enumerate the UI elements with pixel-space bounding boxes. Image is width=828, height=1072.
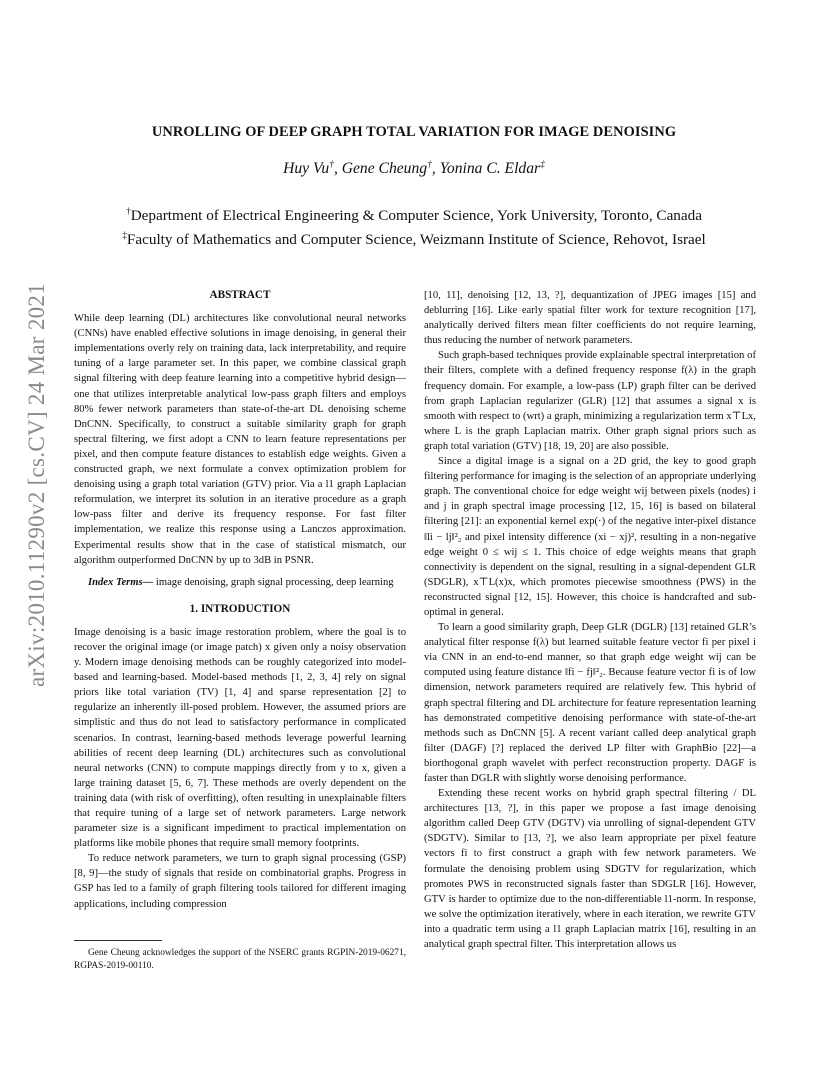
left-column: [74, 288, 406, 912]
index-terms-text: image denoising, graph signal processing, deep learning: [153, 576, 394, 588]
author-name: Gene Cheung: [341, 160, 428, 178]
arxiv-identifier: arXiv:2010.11290v2 [cs.CV] 24 Mar 2021: [24, 282, 49, 688]
right-column: [424, 288, 756, 952]
right-paragraph-2: Since a digital image is a signal on a 2D grid, the key to good graph filtering performance for imaging is the selection of an appropriate underlying graph. The conventional choice for edge weight wij between pixels (nodes) i and j in graph spectral image processing [12, 15, 16] is based on bilateral filtering [21]: an exponential kernel exp(·) of the negative inter-pixel distance ‖li − lj‖²₂ and pixel intensity difference (xi − xj)², resulting in a non-negative edge weight 0 ≤ wij ≤ 1. This choice of edge weights means that graph connectivity is dependent on the signal, resulting in a signal-dependent GLR (SDGLR), x⊤L(x)x, which promotes piecewise smoothness (PWS) in the reconstructed signal [12, 15]. However, this choice is handcrafted and sub-optimal in general.: [424, 456, 756, 618]
paper-title: UNROLLING OF DEEP GRAPH TOTAL VARIATION FOR IMAGE DENOISING: [151, 124, 677, 140]
intro-paragraph-2: To reduce network parameters, we turn to graph signal processing (GSP) [8, 9]—the study of signals that reside on combinatorial graphs. Progress in GSP has led to a family of graph filtering tools tailored for different imaging applications, including compression: [74, 853, 406, 910]
affiliation-1: †Department of Electrical Engineering & Computer Science, York University, Toronto, Canada: [126, 207, 702, 225]
author-list: Huy Vu†, Gene Cheung†, Yonina C. Eldar‡: [283, 159, 545, 178]
introduction-heading: 1. INTRODUCTION: [189, 602, 291, 615]
affiliation-2: ‡Faculty of Mathematics and Computer Science, Weizmann Institute of Science, Rehovot, Israel: [122, 231, 706, 249]
intro-paragraph-1: Image denoising is a basic image restoration problem, where the goal is to recover the original image (or image patch) x given only a noisy observation y. Modern image denoising methods can be roughly categorized into model-based and learning-based. Model-based methods [1, 2, 3, 4] rely on signal priors like total variation (TV) [1, 4] and sparse representation [2] to regularize an inherently ill-posed problem. However, the assumed priors are simplistic and thus do not lead to satisfactory performance in complicated scenarios. In contrast, learning-based methods leverage powerful learning abilities of recent deep learning (DL) architectures such as convolutional neural networks (CNN) to compute mappings directly from y to x, given a large training dataset [5, 6, 7]. These methods are overly dependent on the training data (with risk of overfitting), often resulting in unexplainable filters that require tuning of a large set of network parameters. Large network parameter size is a significant impediment to practical implementation on platforms like mobile phones that require small memory footprints.: [74, 626, 406, 850]
right-paragraph-0: [10, 11], denoising [12, 13, ?], dequantization of JPEG images [15] and deblurring [16]. Like early spatial filter work for texture recognition [17], analytically derived filters mean filter coefficients do not require learning, thus reducing the number of network parameters.: [424, 290, 756, 347]
arxiv-identifier-stamp: [14, 282, 60, 688]
author-name: Huy Vu: [283, 160, 330, 178]
author-name: Yonina C. Eldar: [439, 160, 541, 178]
abstract-text: While deep learning (DL) architectures like convolutional neural networks (CNNs) have enabled effective solutions in image denoising, in general their implementations overly rely on training data, lack interpretability, and require tuning of a large parameter set. In this paper, we combine classical graph signal filtering with deep feature learning into a competitive hybrid design—one that utilizes interpretable analytical low-pass graph filters and employs 80% fewer network parameters than state-of-the-art DL denoising scheme DnCNN. Specifically, to construct a suitable similarity graph for graph spectral filtering, we first adopt a CNN to learn feature representations per pixel, and then compute feature distances to establish edge weights. Given a constructed graph, we next formulate a convex optimization problem for denoising using a graph total variation (GTV) prior. Via a l1 graph Laplacian reformulation, we interpret its solution in an iterative procedure as a graph low-pass filter and derive its frequency response. For fast filter implementation, we realize this response using a Lanczos approximation. Experimental results show that in the case of statistical mismatch, our algorithm outperformed DnCNN by up to 3dB in PSNR.: [74, 313, 406, 566]
abstract-heading: ABSTRACT: [209, 289, 271, 301]
right-paragraph-3: To learn a good similarity graph, Deep GLR (DGLR) [13] retained GLR’s analytical filter response f(λ) but learned suitable feature vector fi per pixel i via CNN in an end-to-end manner, so that graph edge weight wij can be computed using feature distance ‖fi − fj‖²₂. Because feature vector fi is of low dimension, network parameters required are relatively few. This hybrid of graph spectral filtering and DL architecture for feature representation learning has demonstrated competitive denoising performance with state-of-the-art methods such as DnCNN [5]. A recent variant called deep analytical graph filter (DAGF) [?] replaced the derived LP filter with GraphBio [22]—a biorthogonal graph wavelet with perfect reconstruction property. DAGF is faster than DGLR with slightly worse denoising performance.: [424, 622, 756, 784]
index-terms: [74, 575, 406, 590]
index-terms-label: Index Terms—: [88, 576, 154, 588]
affiliation-text: Department of Electrical Engineering & Computer Science, York University, Toronto, Canada: [130, 207, 702, 225]
right-paragraph-1: Such graph-based techniques provide explainable spectral interpretation of their filters, complete with a defined frequency response f(λ) in the graph frequency domain. For example, a low-pass (LP) graph filter can be derived from graph Laplacian regularizer (GLR) [12] that assumes a signal x is smooth with respect to (wrt) a graph, minimizing a regularization term x⊤Lx, where L is the graph Laplacian matrix. Other graph signal priors such as graph total variation (GTV) [18, 19, 20] are also possible.: [424, 350, 756, 452]
affiliation-text: Faculty of Mathematics and Computer Science, Weizmann Institute of Science, Rehovot, Israel: [126, 231, 706, 249]
right-paragraph-4: Extending these recent works on hybrid graph spectral filtering / DL architectures [13, ?], in this paper we propose a fast image denoising algorithm called Deep GTV (DGTV) via unrolling of signal-dependent GTV (SDGTV). Similar to [13, ?], we also learn appropriate per pixel feature vectors fi to first construct a graph with few network parameters. We formulate the denoising problem using SDGTV for regularization, which promotes PWS in reconstructed signals faster than SDGLR [16]. However, GTV is harder to optimize due to the non-differentiable l1-norm. In response, we solve the optimization iteratively, where in each iteration, we rewrite GTV into a quadratic term using a l1 graph Laplacian matrix [16], resulting in an analytical graph spectral filter. This interpretation allows us: [424, 788, 756, 951]
footnote-divider: [74, 940, 162, 941]
footnote: Gene Cheung acknowledges the support of the NSERC grants RGPIN-2019-06271, RGPAS-2019-00110.: [74, 948, 406, 971]
